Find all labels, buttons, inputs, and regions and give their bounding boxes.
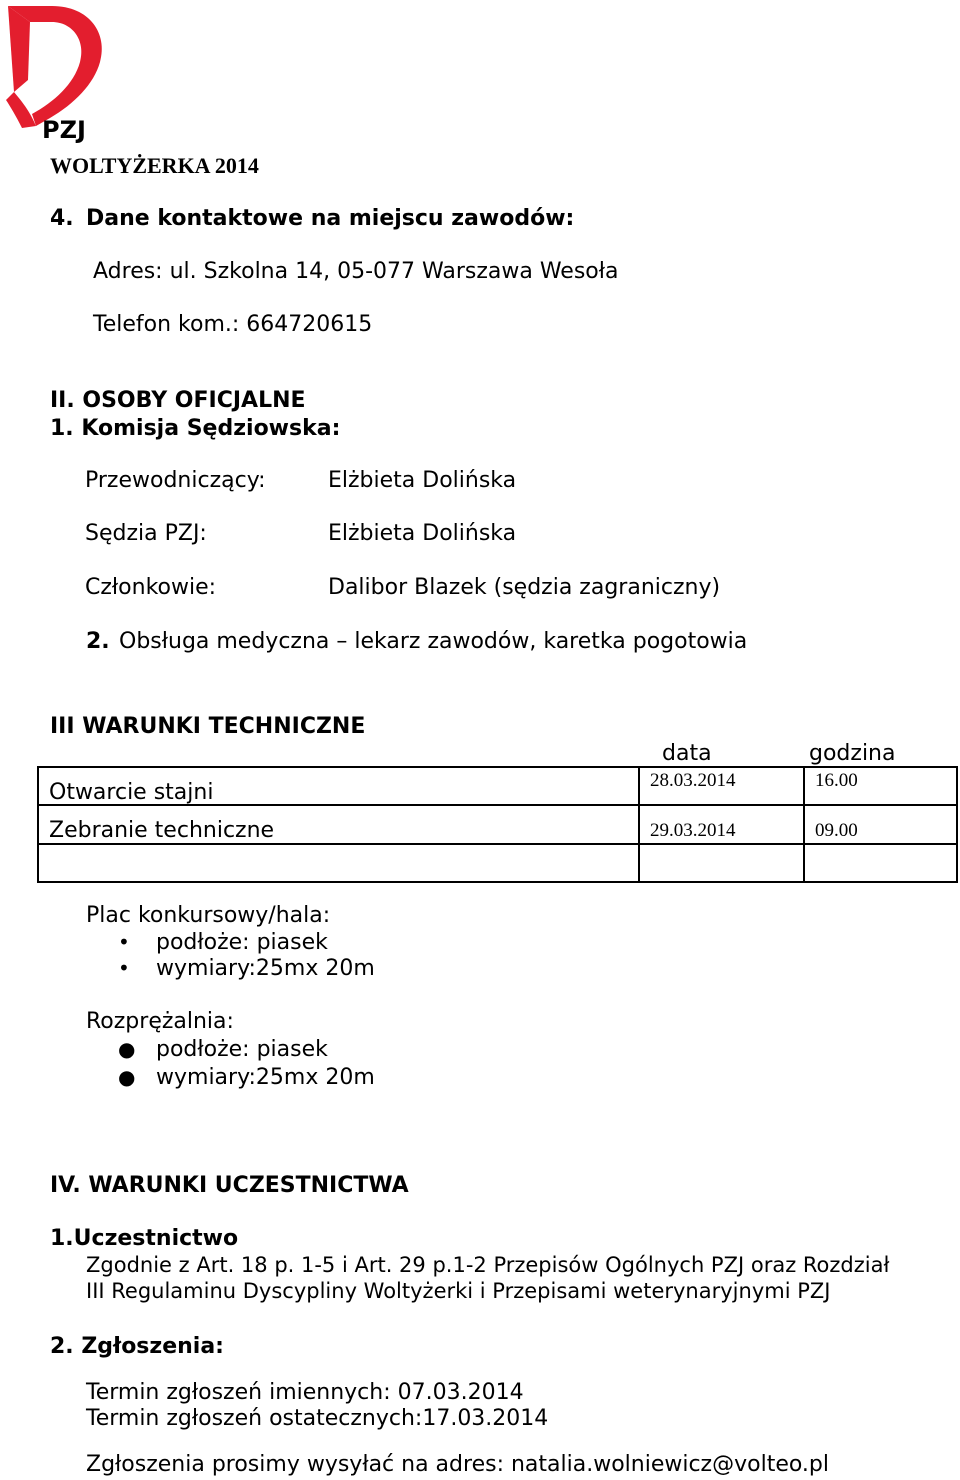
logo-text: PZJ xyxy=(42,116,86,144)
contact-phone: Telefon kom.: 664720615 xyxy=(93,312,373,337)
bullet-icon: • xyxy=(118,956,130,980)
entries-heading: 2. Zgłoszenia: xyxy=(50,1334,224,1359)
participation-subheading: 1.Uczestnictwo xyxy=(50,1226,239,1251)
arena-item: wymiary:25mx 20m xyxy=(156,956,375,981)
warmup-item: podłoże: piasek xyxy=(156,1037,328,1062)
official-label-members: Członkowie: xyxy=(85,575,217,600)
official-label-judge: Sędzia PZJ: xyxy=(85,521,207,546)
table-cell-label: Otwarcie stajni xyxy=(49,780,214,805)
participation-heading: IV. WARUNKI UCZESTNICTWA xyxy=(50,1173,409,1198)
contact-heading: Dane kontaktowe na miejscu zawodów: xyxy=(86,206,575,231)
table-row-divider xyxy=(37,843,958,845)
arena-item: podłoże: piasek xyxy=(156,930,328,955)
official-value-chair: Elżbieta Dolińska xyxy=(328,468,517,493)
contact-heading-number: 4. xyxy=(50,206,74,231)
contact-address: Adres: ul. Szkolna 14, 05-077 Warszawa Wesoła xyxy=(93,259,619,284)
table-border-right xyxy=(956,766,958,883)
official-value-judge: Elżbieta Dolińska xyxy=(328,521,517,546)
officials-heading: II. OSOBY OFICJALNE xyxy=(50,388,306,413)
arena-label: Plac konkursowy/hala: xyxy=(86,903,331,928)
table-cell-date: 29.03.2014 xyxy=(650,820,736,841)
table-cell-time: 09.00 xyxy=(815,820,858,841)
medical-text: Obsługa medyczna – lekarz zawodów, karetka pogotowia xyxy=(119,629,748,654)
table-col-divider xyxy=(803,766,805,883)
warmup-item: wymiary:25mx 20m xyxy=(156,1065,375,1090)
deadline-final: Termin zgłoszeń ostatecznych:17.03.2014 xyxy=(86,1406,549,1431)
warmup-label: Rozprężalnia: xyxy=(86,1009,234,1034)
participation-text: III Regulaminu Dyscypliny Woltyżerki i Przepisami weterynaryjnymi PZJ xyxy=(86,1279,831,1303)
table-col-divider xyxy=(638,766,640,883)
official-value-members: Dalibor Blazek (sędzia zagraniczny) xyxy=(328,575,721,600)
technical-heading: III WARUNKI TECHNICZNE xyxy=(50,714,366,739)
column-header-time: godzina xyxy=(809,741,896,766)
deadline-named: Termin zgłoszeń imiennych: 07.03.2014 xyxy=(86,1380,524,1405)
table-cell-time: 16.00 xyxy=(815,770,858,791)
official-label-chair: Przewodniczący: xyxy=(85,468,266,493)
judges-heading: 1. Komisja Sędziowska: xyxy=(50,416,341,441)
entries-email-line: Zgłoszenia prosimy wysyłać na adres: natalia.wolniewicz@volteo.pl xyxy=(86,1452,830,1477)
pzj-logo xyxy=(0,0,115,150)
medical-number: 2. xyxy=(86,629,110,654)
document-title: WOLTYŻERKA 2014 xyxy=(50,153,259,178)
table-border-bottom xyxy=(37,881,958,883)
table-border-left xyxy=(37,766,39,883)
participation-text: Zgodnie z Art. 18 p. 1-5 i Art. 29 p.1-2 Przepisów Ogólnych PZJ oraz Rozdział xyxy=(86,1253,890,1277)
table-cell-date: 28.03.2014 xyxy=(650,770,736,791)
bullet-icon: • xyxy=(118,930,130,954)
bullet-icon: ● xyxy=(118,1037,136,1061)
table-cell-label: Zebranie techniczne xyxy=(49,818,275,843)
column-header-date: data xyxy=(662,741,712,766)
table-border-top xyxy=(37,766,958,768)
bullet-icon: ● xyxy=(118,1065,136,1089)
